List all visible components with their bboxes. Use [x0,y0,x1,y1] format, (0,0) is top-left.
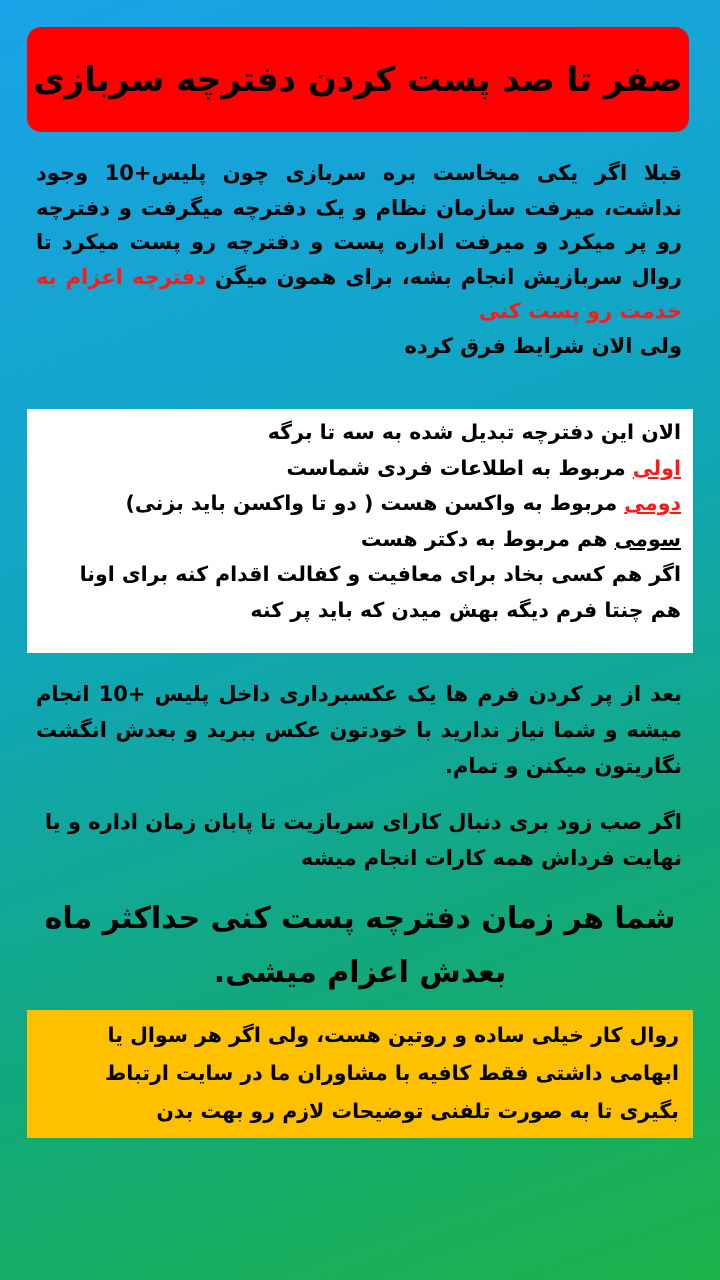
advice-box [27,1010,693,1138]
forms-box [27,409,693,653]
photo-paragraph: بعد از پر کردن فرم ها یک عکسبرداری داخل پلیس +10 انجام میشه و شما نیاز ندارید با خودتون عکس ببرید و بعدش انگشت نگاریتون میکنن و تمام. [36,682,682,778]
intro-highlight: دفترچه اعزام به خدمت رو پست کنی [36,264,682,323]
intro-last-line: ولی الان شرایط فرق کرده [404,333,682,358]
first-form-label: اولی [632,455,681,480]
advice-line-1: روال کار خیلی ساده و روتین هست، ولی اگر هر سوال یا [107,1023,679,1047]
forms-line-3 [39,486,681,522]
forms-line-2 [39,451,681,487]
intro-text: قبلا اگر یکی میخاست بره سربازی چون پلیس+10 وجود نداشت، میرفت سازمان نظام و یک دفترچه میگرفت و دفترچه رو پر میکرد و میرفت اداره پست و دفترچه رو پست میکرد تا روال سربازیش انجام بشه، برای همون میگن [36,161,683,289]
advice-line-2: ابهامی داشتی فقط کافیه با مشاوران ما در سایت ارتباط [105,1061,679,1085]
title-banner [27,27,689,132]
page-title: صفر تا صد پست کردن دفترچه سربازی [33,59,683,100]
first-form-text: مربوط به اطلاعات فردی شماست [286,455,633,480]
second-form-text: مربوط به واکسن هست ( دو تا واکسن باید بزنی) [125,491,625,515]
third-form-text: هم مربوط به دکتر هست [360,526,615,551]
deadline-line-1: شما هر زمان دفترچه پست کنی حداکثر ماه [44,901,676,936]
morning-paragraph: اگر صب زود بری دنبال کارای سربازیت تا پابان زمان اداره و یا نهایت فرداش همه کارات انجام میشه [44,810,682,870]
forms-line-1: الان این دفترچه تبدیل شده به سه تا برگه [267,420,681,444]
deadline-line-2: بعدش اعزام میشی. [213,955,507,990]
forms-line-6: هم چنتا فرم دیگه بهش میدن که باید پر کنه [250,597,681,622]
forms-line-4 [39,522,681,558]
second-form-label: دومی [624,491,681,515]
deadline-statement [30,892,690,1000]
third-form-label: سومی [614,526,681,551]
intro-paragraph [36,156,682,363]
advice-line-3: بگیری تا به صورت تلفنی توضیحات لازم رو بهت بدن [156,1099,679,1123]
forms-line-5: اگر هم کسی بخاد برای معافیت و کفالت اقدام کنه برای اونا [79,562,681,586]
